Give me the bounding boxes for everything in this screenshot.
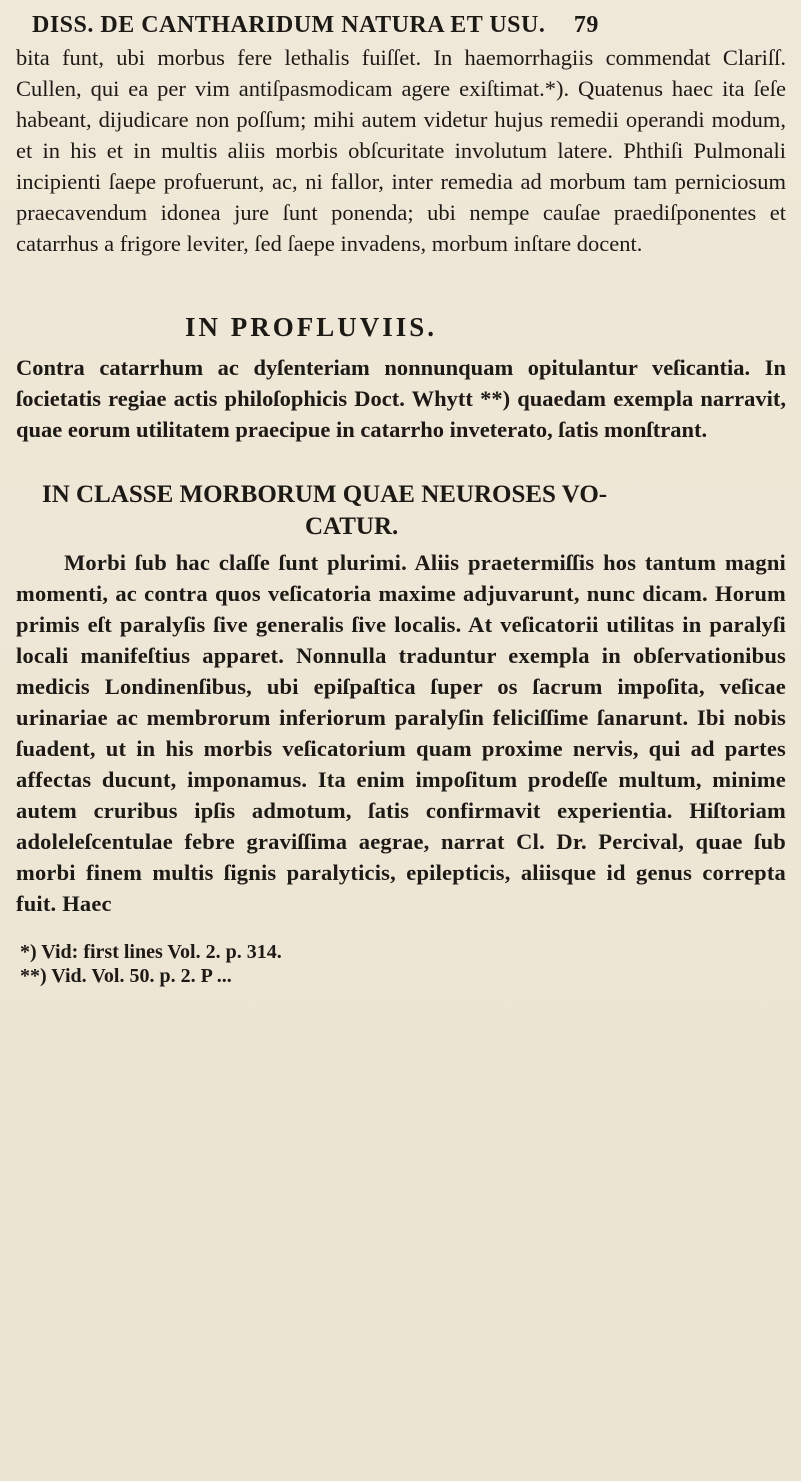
page-header [32,12,772,39]
section-heading-profluviis: IN PROFLUVIIS. [185,312,438,342]
section-heading-neuroses-line1: IN CLASSE MORBORUM QUAE NEUROSES VO- [42,481,608,508]
paragraph-morbi: Morbi ſub hac claſſe ſunt plurimi. Aliis praetermiſſis hos tantum magni momenti, ac contra quos veſicatoria maxime adjuvarunt, nunc dicam. Horum primis eſt paralyſis ſive generalis ſive localis. At veſicatorii utilitas in paralyſi locali manifeſtius apparet. Nonnulla traduntur exempla in obſervationibus medicis Londinenſibus, ubi epiſpaſtica ſuper os ſacrum impoſita, veſicae urinariae ac membrorum inferiorum paralyſin feliciſſime ſanarunt. Ibi nobis ſuadent, ut in his morbis veſicatorium quam proxime nervis, qui ad partes affectas ducunt, imponamus. Ita enim impoſitum prodeſſe multum, minime autem cruribus ipſis admotum, ſatis confirmavit experientia. Hiſtoriam adoleleſcentulae febre graviſſima aegrae, narrat Cl. Dr. Percival, quae ſub morbi finem multis ſignis paralyticis, epilepticis, aliisque id genus correpta fuit. Haec [16,550,786,916]
footnotes [20,940,282,988]
paragraph-catarrhum: Contra catarrhum ac dyſenteriam nonnunquam opitulantur veſicantia. In ſocietatis regiae actis philoſophicis Doct. Whytt **) quaedam exempla narravit, quae eorum utilitatem praecipue in catarrho inveterato, ſatis monſtrant. [16,355,786,442]
footnote-2: **) Vid. Vol. 50. p. 2. P ... [20,965,232,987]
page-number: 79 [573,12,599,38]
running-title: DISS. DE CANTHARIDUM NATURA ET USU. [32,12,546,38]
paragraph-haemorrhagia: bita funt, ubi morbus fere lethalis fuiſſet. In haemorrhagiis commendat Clariſſ. Cullen, qui ea per vim antiſpasmodicam agere exiſtimat.*). Quatenus haec ita ſeſe habeant, dijudicare non poſſum; mihi autem videtur hujus remedii operandi modum, et in his et in multis aliis morbis obſcuritate involutum latere. Phthiſi Pulmonali incipienti ſaepe profuerunt, ac, ni fallor, inter remedia ad morbum tam perniciosum praecavendum idonea jure ſunt ponenda; ubi nempe cauſae praediſponentes et catarrhus a frigore leviter, ſed ſaepe invadens, morbum inſtare docent. [16,45,786,256]
footnote-1: *) Vid: first lines Vol. 2. p. 314. [20,941,282,963]
section-heading-neuroses-line2: CATUR. [305,513,399,540]
